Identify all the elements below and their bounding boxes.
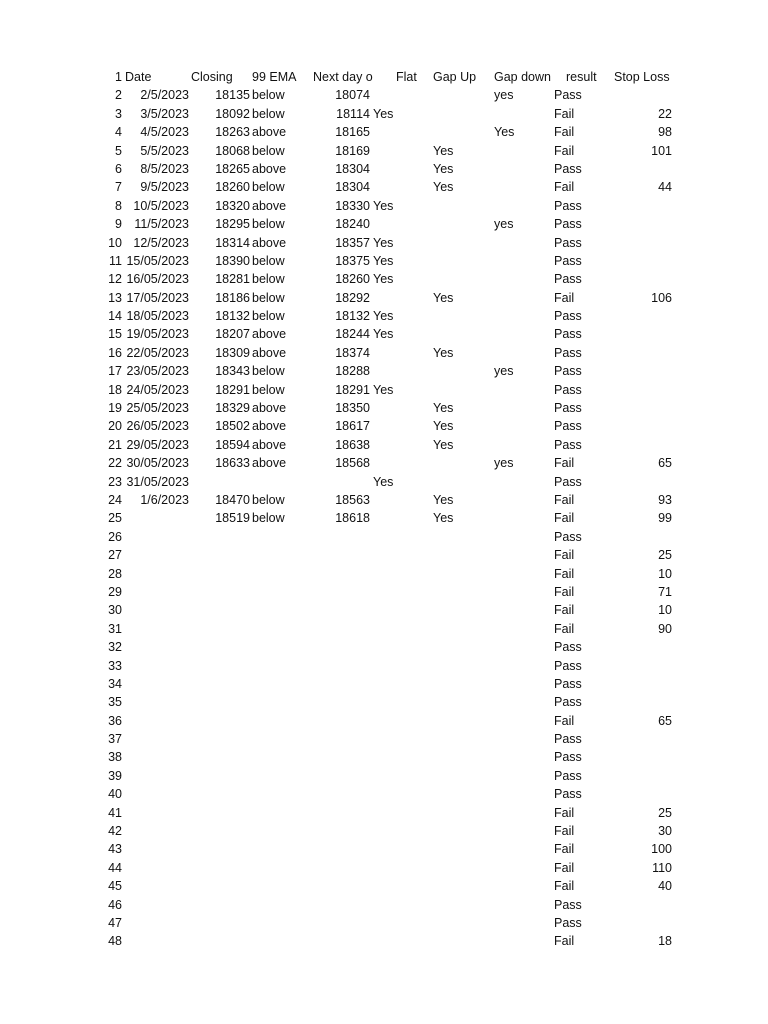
gap-up-cell: Yes: [433, 143, 454, 158]
ema-cell: below: [252, 106, 285, 121]
table-row: [0, 675, 768, 693]
table-row: [0, 362, 768, 380]
table-row: [0, 325, 768, 343]
gap-up-cell: Yes: [433, 161, 454, 176]
ema-cell: above: [252, 327, 287, 342]
result-cell: Pass: [554, 327, 582, 342]
table-row: [0, 215, 768, 233]
stop-loss-cell: 106: [651, 290, 672, 305]
next-day-cell: 18165: [335, 125, 370, 140]
next-day-cell: 18240: [335, 217, 370, 232]
flat-cell: Yes: [373, 272, 394, 287]
table-row: [0, 105, 768, 123]
result-cell: Fail: [554, 934, 575, 949]
closing-cell: 18132: [215, 309, 250, 324]
stop-loss-cell: 101: [651, 143, 672, 158]
stop-loss-cell: 100: [651, 842, 672, 857]
ema-cell: below: [252, 290, 285, 305]
table-row: [0, 417, 768, 435]
table-row: [0, 914, 768, 932]
result-cell: Pass: [554, 732, 582, 747]
table-row: [0, 86, 768, 104]
gap-up-cell: Yes: [433, 511, 454, 526]
stop-loss-cell: 30: [658, 824, 672, 839]
closing-cell: 18594: [215, 437, 250, 452]
result-cell: Pass: [554, 897, 582, 912]
date-cell: 22/05/2023: [126, 345, 189, 360]
date-cell: 24/05/2023: [126, 382, 189, 397]
result-cell: Pass: [554, 658, 582, 673]
row-number: 5: [115, 143, 122, 158]
ema-cell: above: [252, 125, 287, 140]
header-closing: Closing: [191, 70, 233, 84]
date-cell: 4/5/2023: [140, 125, 189, 140]
row-number: 6: [115, 161, 122, 176]
table-row: [0, 344, 768, 362]
result-cell: Pass: [554, 364, 582, 379]
row-number: 3: [115, 106, 122, 121]
result-cell: Pass: [554, 676, 582, 691]
table-row: [0, 932, 768, 950]
date-cell: 11/5/2023: [134, 217, 189, 232]
table-row: [0, 693, 768, 711]
row-number: 28: [108, 566, 122, 581]
table-row: [0, 896, 768, 914]
header-next-day-open: Next day o: [313, 70, 373, 84]
stop-loss-cell: 25: [658, 805, 672, 820]
date-cell: 8/5/2023: [140, 161, 189, 176]
table-row: [0, 454, 768, 472]
ema-cell: below: [252, 382, 285, 397]
closing-cell: 18260: [215, 180, 250, 195]
table-row: [0, 234, 768, 252]
result-cell: Fail: [554, 511, 575, 526]
row-number: 29: [108, 584, 122, 599]
gap-up-cell: Yes: [433, 345, 454, 360]
closing-cell: 18265: [215, 161, 250, 176]
header-stop-loss: Stop Loss: [614, 70, 670, 84]
result-cell: Pass: [554, 88, 582, 103]
gap-down-cell: Yes: [494, 125, 515, 140]
table-row: [0, 473, 768, 491]
next-day-cell: 18288: [335, 364, 370, 379]
next-day-cell: 18618: [335, 511, 370, 526]
next-day-cell: 18114: [336, 106, 370, 121]
data-rows: [0, 86, 768, 950]
table-row: [0, 730, 768, 748]
result-cell: Fail: [554, 125, 575, 140]
row-number: 35: [108, 695, 122, 710]
row-number: 45: [108, 879, 122, 894]
next-day-cell: 18244: [335, 327, 370, 342]
row-number: 8: [115, 198, 122, 213]
table-row: [0, 657, 768, 675]
closing-cell: 18135: [215, 88, 250, 103]
row-number: 34: [108, 676, 122, 691]
table-row: [0, 307, 768, 325]
ema-cell: below: [252, 511, 285, 526]
next-day-cell: 18260: [335, 272, 370, 287]
closing-cell: 18263: [215, 125, 250, 140]
next-day-cell: 18350: [335, 401, 370, 416]
row-number: 43: [108, 842, 122, 857]
table-row: [0, 289, 768, 307]
stop-loss-cell: 93: [658, 492, 672, 507]
next-day-cell: 18563: [335, 492, 370, 507]
result-cell: Fail: [554, 106, 575, 121]
ema-cell: below: [252, 364, 285, 379]
row-number: 31: [108, 621, 122, 636]
next-day-cell: 18292: [335, 290, 370, 305]
ema-cell: below: [252, 143, 285, 158]
table-row: [0, 767, 768, 785]
result-cell: Pass: [554, 750, 582, 765]
flat-cell: Yes: [373, 327, 394, 342]
closing-cell: 18281: [215, 272, 250, 287]
flat-cell: Yes: [373, 309, 394, 324]
table-row: [0, 178, 768, 196]
stop-loss-cell: 10: [658, 566, 672, 581]
result-cell: Pass: [554, 787, 582, 802]
row-number: 10: [108, 235, 122, 250]
result-cell: Fail: [554, 603, 575, 618]
row-number: 32: [108, 640, 122, 655]
date-cell: 9/5/2023: [140, 180, 189, 195]
gap-down-cell: yes: [494, 364, 514, 379]
row-number: 12: [108, 272, 122, 287]
header-date: Date: [125, 70, 152, 84]
gap-up-cell: Yes: [433, 401, 454, 416]
next-day-cell: 18132: [335, 309, 370, 324]
table-row: [0, 546, 768, 564]
result-cell: Fail: [554, 860, 575, 875]
ema-cell: below: [252, 309, 285, 324]
flat-cell: Yes: [373, 253, 394, 268]
result-cell: Pass: [554, 915, 582, 930]
date-cell: 15/05/2023: [126, 253, 189, 268]
date-cell: 12/5/2023: [133, 235, 189, 250]
row-number: 15: [108, 327, 122, 342]
next-day-cell: 18357: [335, 235, 370, 250]
closing-cell: 18092: [215, 106, 250, 121]
ema-cell: above: [252, 345, 287, 360]
next-day-cell: 18375: [335, 253, 370, 268]
row-number: 21: [108, 437, 122, 452]
result-cell: Pass: [554, 401, 582, 416]
next-day-cell: 18074: [335, 88, 370, 103]
result-cell: Fail: [554, 805, 575, 820]
gap-up-cell: Yes: [433, 492, 454, 507]
result-cell: Pass: [554, 640, 582, 655]
result-cell: Pass: [554, 768, 582, 783]
table-row: [0, 528, 768, 546]
result-cell: Pass: [554, 474, 582, 489]
table-row: [0, 859, 768, 877]
row-number: 18: [108, 382, 122, 397]
result-cell: Fail: [554, 548, 575, 563]
date-cell: 26/05/2023: [126, 419, 189, 434]
result-cell: Pass: [554, 272, 582, 287]
stop-loss-cell: 40: [658, 879, 672, 894]
result-cell: Pass: [554, 419, 582, 434]
gap-down-cell: yes: [494, 88, 514, 103]
stop-loss-cell: 22: [658, 106, 672, 121]
next-day-cell: 18169: [335, 143, 370, 158]
row-number: 13: [108, 290, 122, 305]
result-cell: Pass: [554, 217, 582, 232]
row-number: 40: [108, 787, 122, 802]
row-number: 7: [115, 180, 122, 195]
row-number: 41: [108, 805, 122, 820]
flat-cell: Yes: [373, 198, 394, 213]
date-cell: 5/5/2023: [140, 143, 189, 158]
closing-cell: 18390: [215, 253, 250, 268]
row-number: 46: [108, 897, 122, 912]
gap-down-cell: yes: [494, 456, 514, 471]
table-row: [0, 877, 768, 895]
flat-cell: Yes: [373, 382, 394, 397]
header-ema: 99 EMA: [252, 70, 297, 84]
closing-cell: 18309: [215, 345, 250, 360]
table-row: [0, 748, 768, 766]
result-cell: Pass: [554, 382, 582, 397]
header-row-number: 1: [115, 70, 122, 84]
closing-cell: 18068: [215, 143, 250, 158]
row-number: 19: [108, 401, 122, 416]
row-number: 39: [108, 768, 122, 783]
table-row: [0, 436, 768, 454]
table-row: [0, 565, 768, 583]
gap-up-cell: Yes: [433, 419, 454, 434]
row-number: 20: [108, 419, 122, 434]
date-cell: 3/5/2023: [140, 106, 189, 121]
result-cell: Pass: [554, 198, 582, 213]
next-day-cell: 18304: [335, 180, 370, 195]
date-cell: 19/05/2023: [126, 327, 189, 342]
ema-cell: above: [252, 419, 287, 434]
result-cell: Pass: [554, 529, 582, 544]
ema-cell: below: [252, 217, 285, 232]
result-cell: Fail: [554, 456, 575, 471]
row-number: 42: [108, 824, 122, 839]
stop-loss-cell: 110: [652, 860, 672, 875]
closing-cell: 18314: [215, 235, 250, 250]
table-row: [0, 601, 768, 619]
result-cell: Pass: [554, 437, 582, 452]
result-cell: Fail: [554, 143, 575, 158]
result-cell: Fail: [554, 621, 575, 636]
date-cell: 25/05/2023: [126, 401, 189, 416]
ema-cell: below: [252, 88, 285, 103]
stop-loss-cell: 10: [658, 603, 672, 618]
date-cell: 29/05/2023: [126, 437, 189, 452]
stop-loss-cell: 71: [658, 584, 672, 599]
next-day-cell: 18304: [335, 161, 370, 176]
ema-cell: above: [252, 235, 287, 250]
stop-loss-cell: 25: [658, 548, 672, 563]
gap-up-cell: Yes: [433, 180, 454, 195]
result-cell: Fail: [554, 566, 575, 581]
result-cell: Fail: [554, 180, 575, 195]
row-number: 22: [108, 456, 122, 471]
table-row: [0, 123, 768, 141]
closing-cell: 18207: [215, 327, 250, 342]
flat-cell: Yes: [373, 235, 394, 250]
result-cell: Fail: [554, 842, 575, 857]
table-row: [0, 638, 768, 656]
result-cell: Pass: [554, 309, 582, 324]
date-cell: 23/05/2023: [126, 364, 189, 379]
row-number: 27: [108, 548, 122, 563]
next-day-cell: 18638: [335, 437, 370, 452]
result-cell: Fail: [554, 879, 575, 894]
table-row: [0, 840, 768, 858]
ema-cell: above: [252, 401, 287, 416]
closing-cell: 18295: [215, 217, 250, 232]
table-row: [0, 142, 768, 160]
header-gap-down: Gap down: [494, 70, 551, 84]
result-cell: Fail: [554, 492, 575, 507]
stop-loss-cell: 18: [658, 934, 672, 949]
closing-cell: 18502: [215, 419, 250, 434]
table-row: [0, 620, 768, 638]
table-row: [0, 381, 768, 399]
header-flat: Flat: [396, 70, 417, 84]
gap-up-cell: Yes: [433, 437, 454, 452]
ema-cell: below: [252, 180, 285, 195]
closing-cell: 18329: [215, 401, 250, 416]
closing-cell: 18291: [215, 382, 250, 397]
row-number: 24: [108, 492, 122, 507]
table-row: [0, 509, 768, 527]
table-row: [0, 583, 768, 601]
stop-loss-cell: 90: [658, 621, 672, 636]
date-cell: 18/05/2023: [126, 309, 189, 324]
header-row: [0, 68, 768, 86]
header-gap-up: Gap Up: [433, 70, 477, 84]
table-row: [0, 160, 768, 178]
result-cell: Pass: [554, 161, 582, 176]
row-number: 11: [109, 253, 122, 268]
row-number: 26: [108, 529, 122, 544]
gap-down-cell: yes: [494, 217, 514, 232]
stop-loss-cell: 98: [658, 125, 672, 140]
stop-loss-cell: 99: [658, 511, 672, 526]
row-number: 2: [115, 88, 122, 103]
table-row: [0, 712, 768, 730]
result-cell: Pass: [554, 235, 582, 250]
closing-cell: 18343: [215, 364, 250, 379]
result-cell: Fail: [554, 584, 575, 599]
flat-cell: Yes: [373, 474, 394, 489]
row-number: 37: [108, 732, 122, 747]
ema-cell: above: [252, 456, 287, 471]
row-number: 14: [108, 309, 122, 324]
row-number: 9: [115, 217, 122, 232]
date-cell: 30/05/2023: [126, 456, 189, 471]
result-cell: Fail: [554, 713, 575, 728]
next-day-cell: 18568: [335, 456, 370, 471]
stop-loss-cell: 65: [658, 456, 672, 471]
row-number: 25: [108, 511, 122, 526]
ema-cell: above: [252, 161, 287, 176]
date-cell: 16/05/2023: [126, 272, 189, 287]
date-cell: 1/6/2023: [140, 492, 189, 507]
table-row: [0, 491, 768, 509]
header-result: result: [566, 70, 597, 84]
ema-cell: below: [252, 253, 285, 268]
ema-cell: below: [252, 492, 285, 507]
date-cell: 10/5/2023: [133, 198, 189, 213]
closing-cell: 18633: [215, 456, 250, 471]
gap-up-cell: Yes: [433, 290, 454, 305]
result-cell: Fail: [554, 290, 575, 305]
date-cell: 2/5/2023: [140, 88, 189, 103]
table-row: [0, 785, 768, 803]
table-row: [0, 804, 768, 822]
spreadsheet-printout: [0, 68, 768, 951]
row-number: 16: [108, 345, 122, 360]
result-cell: Pass: [554, 695, 582, 710]
row-number: 44: [108, 860, 122, 875]
date-cell: 31/05/2023: [126, 474, 189, 489]
row-number: 23: [108, 474, 122, 489]
result-cell: Pass: [554, 345, 582, 360]
closing-cell: 18186: [215, 290, 250, 305]
next-day-cell: 18291: [335, 382, 370, 397]
table-row: [0, 197, 768, 215]
stop-loss-cell: 44: [658, 180, 672, 195]
row-number: 17: [108, 364, 122, 379]
table-row: [0, 822, 768, 840]
table-row: [0, 270, 768, 288]
row-number: 38: [108, 750, 122, 765]
table-row: [0, 252, 768, 270]
row-number: 36: [108, 713, 122, 728]
closing-cell: 18320: [215, 198, 250, 213]
stop-loss-cell: 65: [658, 713, 672, 728]
row-number: 30: [108, 603, 122, 618]
row-number: 48: [108, 934, 122, 949]
result-cell: Fail: [554, 824, 575, 839]
flat-cell: Yes: [373, 106, 394, 121]
ema-cell: below: [252, 272, 285, 287]
next-day-cell: 18374: [335, 345, 370, 360]
table-row: [0, 399, 768, 417]
next-day-cell: 18330: [335, 198, 370, 213]
row-number: 47: [108, 915, 122, 930]
row-number: 33: [108, 658, 122, 673]
result-cell: Pass: [554, 253, 582, 268]
ema-cell: above: [252, 437, 287, 452]
next-day-cell: 18617: [335, 419, 370, 434]
row-number: 4: [115, 125, 122, 140]
ema-cell: above: [252, 198, 287, 213]
closing-cell: 18519: [215, 511, 250, 526]
closing-cell: 18470: [215, 492, 250, 507]
date-cell: 17/05/2023: [126, 290, 189, 305]
